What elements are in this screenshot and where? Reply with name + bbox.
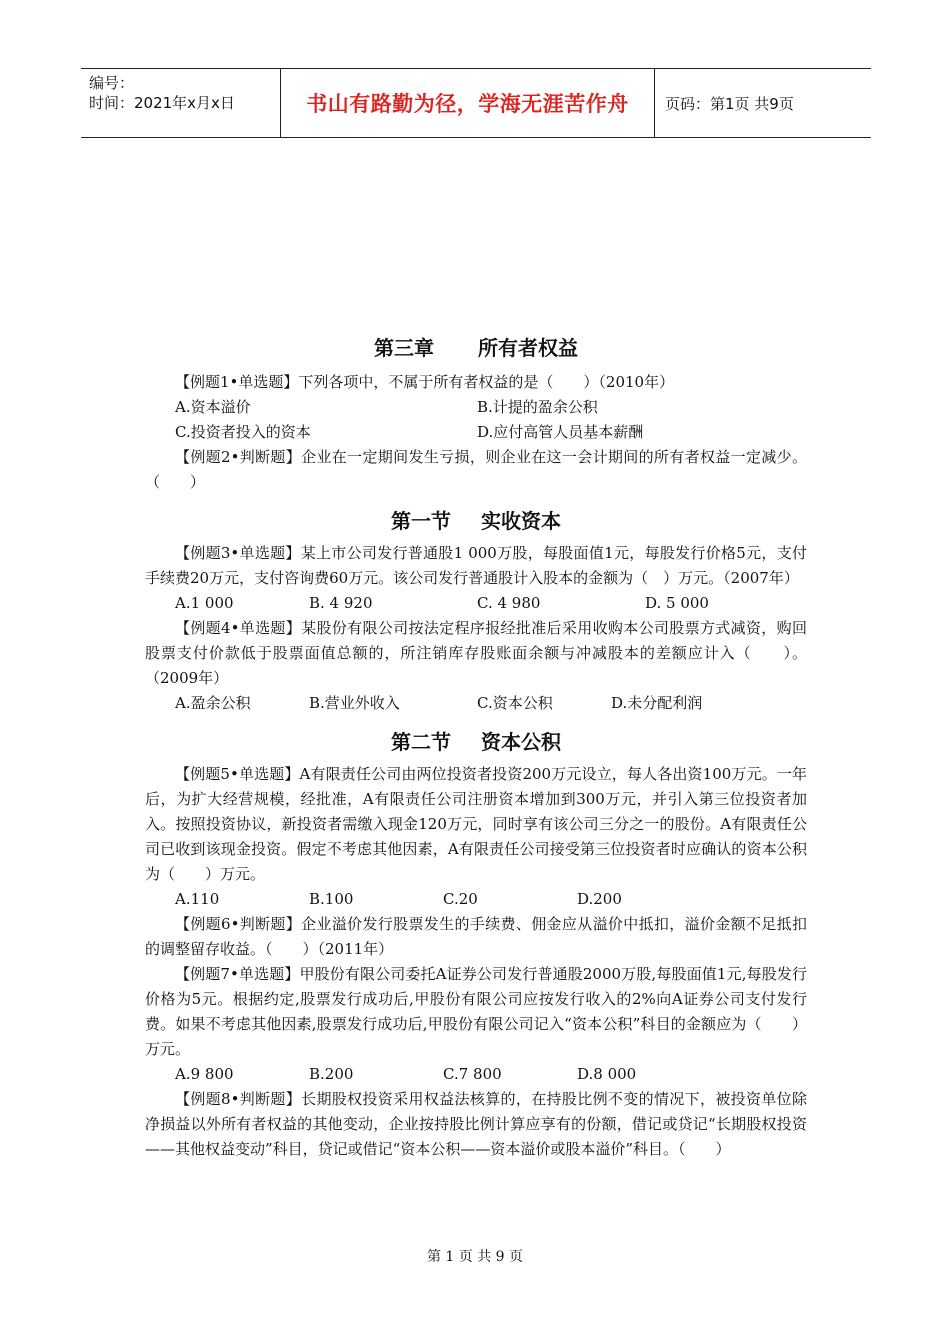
question-1-options-row2	[145, 420, 807, 445]
number-label: 编号：	[89, 74, 135, 92]
motto: 书山有路勤为径，学海无涯苦作舟	[306, 92, 629, 116]
option-b: B.200	[309, 1065, 354, 1083]
section-2-number: 第二节	[391, 730, 451, 754]
option-b: B. 4 920	[309, 594, 373, 612]
page-footer: 第 1 页 共 9 页	[426, 1249, 524, 1265]
option-c: C.7 800	[443, 1065, 502, 1083]
time-label: 时间：2021年x月x日	[89, 94, 235, 112]
section-1-title	[145, 501, 807, 541]
page-header	[81, 68, 871, 138]
chapter-number: 第三章	[374, 336, 434, 360]
question-2: 【例题2•判断题】企业在一定期间发生亏损，则企业在这一会计期间的所有者权益一定减少。（ ）	[145, 448, 807, 491]
section-2-name: 资本公积	[481, 730, 561, 754]
option-c: C.资本公积	[477, 694, 553, 712]
header-motto-cell	[281, 69, 655, 137]
header-page-cell	[655, 69, 871, 137]
question-5-options	[145, 887, 807, 912]
option-a: A.9 800	[175, 1065, 234, 1083]
option-d: D.未分配利润	[611, 694, 703, 712]
document-body	[145, 330, 807, 1162]
option-c: C.投资者投入的资本	[175, 423, 311, 441]
question-1-options-row1	[145, 395, 807, 420]
option-d: D.应付高管人员基本薪酬	[477, 423, 644, 441]
question-3: 【例题3•单选题】某上市公司发行普通股1 000万股，每股面值1元，每股发行价格5元，支付手续费20万元，支付咨询费60万元。该公司发行普通股计入股本的金额为（ ）万元。（2007年）	[145, 544, 807, 587]
question-3-options	[145, 591, 807, 616]
option-c: C.20	[443, 890, 478, 908]
section-2-title	[145, 722, 807, 762]
option-b: B.计提的盈余公积	[477, 398, 598, 416]
chapter-name: 所有者权益	[478, 336, 578, 360]
page-label: 页码：第1页 共9页	[665, 94, 794, 113]
option-b: B.100	[309, 890, 354, 908]
option-d: D.8 000	[577, 1065, 637, 1083]
question-4: 【例题4•单选题】某股份有限公司按法定程序报经批准后采用收购本公司股票方式减资，购回股票支付价款低于股票面值总额的，所注销库存股账面余额与冲减股本的差额应计入（ ）。（2009年）	[145, 619, 807, 687]
option-d: D.200	[577, 890, 622, 908]
question-7: 【例题7•单选题】甲股份有限公司委托A证券公司发行普通股2000万股,每股面值1元,每股发行价格为5元。根据约定,股票发行成功后,甲股份有限公司应按发行收入的2%向A证券公司支付发行费。如果不考虑其他因素,股票发行成功后,甲股份有限公司记入“资本公积”科目的金额应为（ ）万元。	[145, 965, 807, 1058]
question-1: 【例题1•单选题】下列各项中，不属于所有者权益的是（ ）（2010年）	[175, 373, 675, 391]
option-c: C. 4 980	[477, 594, 541, 612]
question-7-options	[145, 1062, 807, 1087]
question-4-options	[145, 691, 807, 716]
question-6: 【例题6•判断题】企业溢价发行股票发生的手续费、佣金应从溢价中抵扣，溢价金额不足抵扣的调整留存收益。（ ）（2011年）	[145, 915, 807, 958]
option-a: A.110	[175, 890, 220, 908]
option-b: B.营业外收入	[309, 694, 400, 712]
section-1-number: 第一节	[391, 509, 451, 533]
option-a: A.盈余公积	[175, 694, 251, 712]
option-a: A.资本溢价	[175, 398, 251, 416]
question-5: 【例题5•单选题】A有限责任公司由两位投资者投资200万元设立，每人各出资100万元。一年后，为扩大经营规模，经批准，A有限责任公司注册资本增加到300万元，并引入第三位投资者加入。按照投资协议，新投资者需缴入现金120万元，同时享有该公司三分之一的股份。A有限责任公司已收到该现金投资。假定不考虑其他因素，A有限责任公司接受第三位投资者时应确认的资本公积为（ ）万元。	[145, 765, 807, 883]
header-meta	[81, 69, 281, 137]
option-a: A.1 000	[175, 594, 234, 612]
chapter-title	[145, 330, 807, 366]
option-d: D. 5 000	[645, 594, 709, 612]
question-8: 【例题8•判断题】长期股权投资采用权益法核算的，在持股比例不变的情况下，被投资单位除净损益以外所有者权益的其他变动，企业按持股比例计算应享有的份额，借记或贷记“长期股权投资——其他权益变动”科目，贷记或借记“资本公积——资本溢价或股本溢价”科目。（ ）	[145, 1090, 807, 1158]
section-1-name: 实收资本	[481, 509, 561, 533]
